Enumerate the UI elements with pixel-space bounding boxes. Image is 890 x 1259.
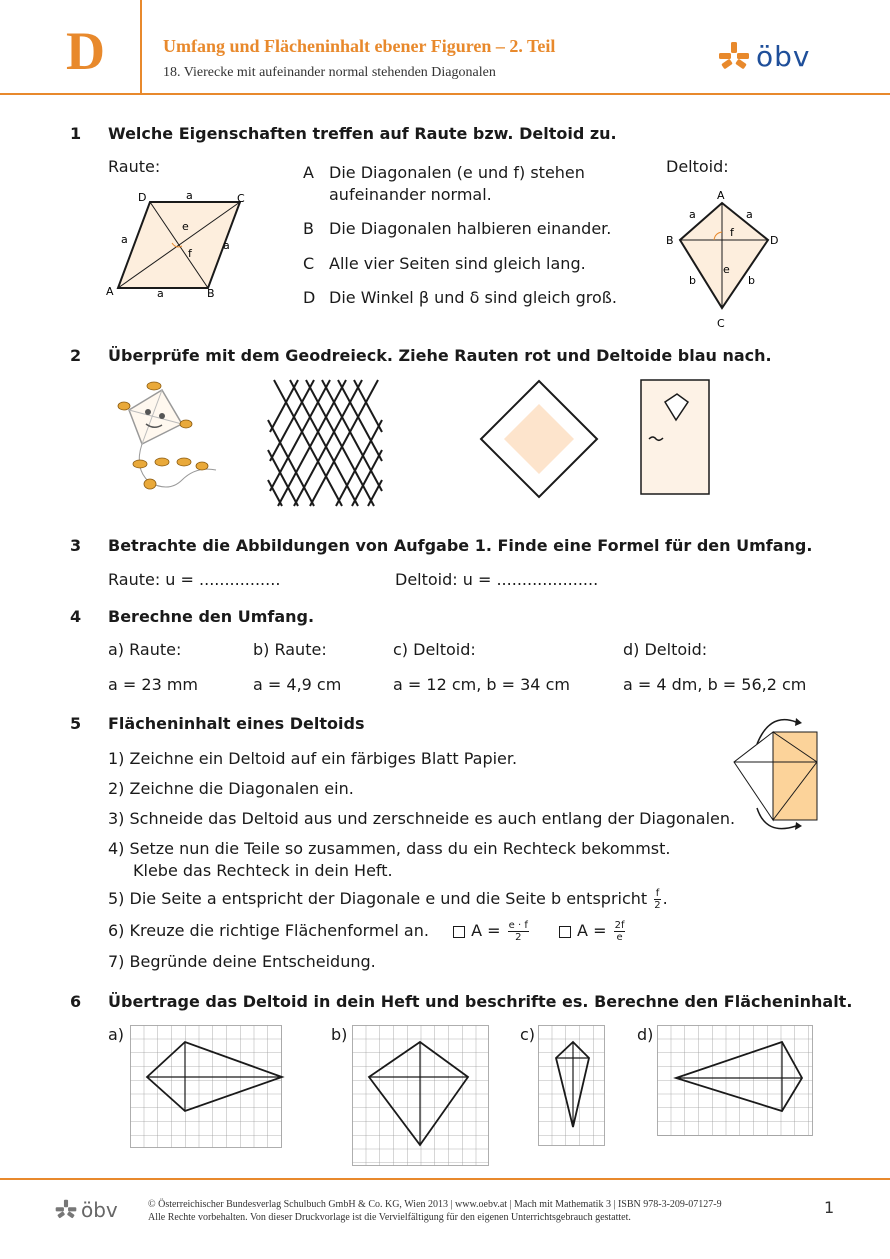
step: 1) Zeichne ein Deltoid auf ein färbiges Blatt Papier.	[108, 749, 518, 768]
step: 2) Zeichne die Diagonalen ein.	[108, 779, 354, 798]
side-label: a	[223, 239, 230, 252]
side-label: a	[186, 189, 193, 202]
option-text: Die Winkel β und δ sind gleich groß.	[329, 288, 617, 307]
nested-diamond	[478, 378, 602, 502]
task-title: Flächeninhalt eines Deltoids	[108, 714, 365, 733]
option-text: Die Diagonalen halbieren einander.	[329, 219, 612, 238]
side-label: a	[121, 233, 128, 246]
subtask-label: c)	[520, 1025, 536, 1044]
diagonal-label: f	[188, 247, 192, 260]
svg-text:B: B	[666, 234, 674, 247]
svg-text:b: b	[748, 274, 755, 287]
vertex-label: A	[106, 285, 114, 298]
svg-text:D: D	[770, 234, 779, 247]
raute-label: Raute:	[108, 157, 161, 176]
task-number: 3	[70, 536, 82, 555]
header-divider	[140, 0, 142, 93]
raute-figure	[100, 185, 260, 305]
publisher-logo	[718, 40, 810, 73]
deltoid-to-rectangle-illustration	[730, 712, 822, 834]
grid-deltoid-b	[352, 1025, 490, 1167]
kite-illustration	[104, 378, 229, 503]
step-text: 5) Die Seite a entspricht der Diagonale e und die Seite b entspricht	[108, 889, 648, 908]
step: 4) Setze nun die Teile so zusammen, dass du ein Rechteck bekommst.	[108, 839, 671, 858]
raute-formula: Raute: u = ................	[108, 570, 281, 589]
task-title: Überprüfe mit dem Geodreieck. Ziehe Rauten rot und Deltoide blau nach.	[108, 346, 772, 365]
task-number: 2	[70, 346, 82, 365]
door-illustration	[639, 378, 711, 496]
task-number: 4	[70, 607, 82, 626]
grid-deltoid-a	[130, 1025, 285, 1150]
fraction: $\frac{f}{2}$	[654, 888, 661, 911]
option-letter: A	[303, 163, 314, 182]
step: 7) Begründe deine Entscheidung.	[108, 952, 376, 971]
formula-checkbox[interactable]	[453, 926, 465, 938]
formula-prefix: A =	[471, 921, 501, 940]
option-text: aufeinander normal.	[329, 185, 492, 204]
footer-logo	[55, 1198, 118, 1222]
formula-checkbox[interactable]	[559, 926, 571, 938]
option-text: Die Diagonalen (e und f) stehen	[329, 163, 585, 182]
item-value: a = 12 cm, b = 34 cm	[393, 675, 570, 694]
vertex-label: C	[237, 192, 245, 205]
fraction: $\frac{2f}{e}$	[614, 920, 625, 943]
subtask-label: d)	[637, 1025, 654, 1044]
option-letter: C	[303, 254, 315, 273]
option-letter: D	[303, 288, 316, 307]
svg-text:A: A	[717, 189, 725, 202]
step	[108, 920, 627, 943]
formula-prefix: A =	[577, 921, 607, 940]
option-text: Alle vier Seiten sind gleich lang.	[329, 254, 586, 273]
task-title: Berechne den Umfang.	[108, 607, 315, 626]
page-title: Umfang und Flächeninhalt ebener Figuren – 2. Teil	[163, 36, 556, 56]
task-number: 5	[70, 714, 82, 733]
deltoid-figure	[660, 186, 785, 334]
fraction: $\frac{e \cdot f}{2}$	[508, 920, 528, 943]
option-letter: B	[303, 219, 314, 238]
deltoid-formula: Deltoid: u = ....................	[395, 570, 599, 589]
logo-text: öbv	[756, 40, 811, 73]
step: 3) Schneide das Deltoid aus und zerschneide es auch entlang der Diagonalen.	[108, 809, 736, 828]
footer-rule	[0, 1178, 890, 1180]
star-logo-icon	[718, 41, 750, 73]
task-number: 6	[70, 992, 82, 1011]
section-letter: D	[66, 21, 105, 81]
task-title: Betrachte die Abbildungen von Aufgabe 1. Finde eine Formel für den Umfang.	[108, 536, 813, 555]
grid-deltoid-c	[538, 1025, 606, 1147]
page-number: 1	[824, 1198, 835, 1217]
vertex-label: B	[207, 287, 215, 300]
svg-text:C: C	[717, 317, 725, 330]
grid-deltoid-d	[657, 1025, 814, 1137]
task-title: Übertrage das Deltoid in dein Heft und beschrifte es. Berechne den Flächeninhalt.	[108, 992, 853, 1011]
copyright-line: © Österreichischer Bundesverlag Schulbuch GmbH & Co. KG, Wien 2013 | www.oebv.at | Mach mit Mathematik 3 | ISBN 978-3-209-07127-9	[148, 1199, 722, 1210]
deltoid-label: Deltoid:	[666, 157, 729, 176]
rhombus-lattice	[266, 378, 386, 508]
subtask-label: a)	[108, 1025, 125, 1044]
rights-line: Alle Rechte vorbehalten. Von dieser Druckvorlage ist die Vervielfältigung für den eigenen Unterrichtsgebrauch gestattet.	[148, 1212, 631, 1223]
step: 5) Die Seite a entspricht der Diagonale e und die Seite b entspricht $\frac{f}{2}$ .	[108, 888, 668, 911]
subtask-label: b)	[331, 1025, 348, 1044]
item-value: a = 23 mm	[108, 675, 198, 694]
page-subtitle: 18. Vierecke mit aufeinander normal stehenden Diagonalen	[163, 65, 496, 80]
item-label: c) Deltoid:	[393, 640, 476, 659]
item-label: b) Raute:	[253, 640, 327, 659]
svg-text:b: b	[689, 274, 696, 287]
step-continued: Klebe das Rechteck in dein Heft.	[133, 861, 393, 880]
logo-text: öbv	[81, 1198, 118, 1222]
star-logo-icon	[55, 1199, 77, 1221]
item-value: a = 4 dm, b = 56,2 cm	[623, 675, 807, 694]
item-label: d) Deltoid:	[623, 640, 708, 659]
item-value: a = 4,9 cm	[253, 675, 342, 694]
svg-text:a: a	[689, 208, 696, 221]
item-label: a) Raute:	[108, 640, 182, 659]
diagonal-label: e	[182, 220, 189, 233]
svg-text:e: e	[723, 263, 730, 276]
step-text: 6) Kreuze die richtige Flächenformel an.	[108, 921, 429, 940]
svg-text:f: f	[730, 226, 734, 239]
side-label: a	[157, 287, 164, 300]
svg-text:a: a	[746, 208, 753, 221]
task-number: 1	[70, 124, 82, 143]
vertex-label: D	[138, 191, 147, 204]
task-title: Welche Eigenschaften treffen auf Raute bzw. Deltoid zu.	[108, 124, 617, 143]
header-rule	[0, 93, 890, 95]
